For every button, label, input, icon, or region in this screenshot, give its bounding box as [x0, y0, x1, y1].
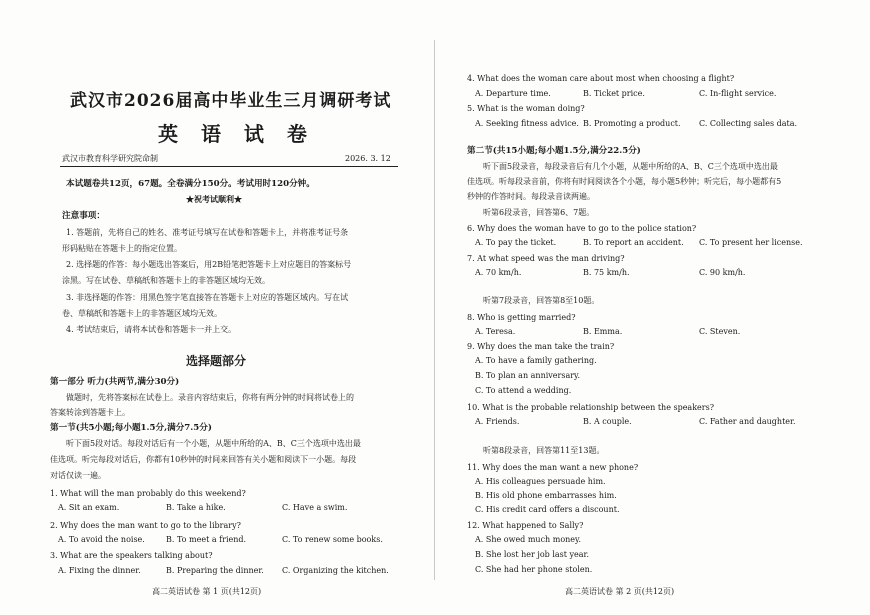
exam-date: 2026. 3. 12: [345, 154, 391, 163]
option-5c: C. Collecting sales data.: [699, 119, 798, 128]
question-11: 11. Why does the man want a new phone?: [467, 463, 639, 472]
option-4a: A. Departure time.: [475, 89, 551, 98]
option-4c: C. In-flight service.: [699, 89, 777, 98]
page-2: [435, 0, 870, 615]
option-12b: B. She lost her job last year.: [475, 550, 590, 559]
option-10a: A. Friends.: [475, 417, 520, 426]
part-one-intro: 答案转涂到答题卡上。: [50, 408, 130, 417]
option-10c: C. Father and daughter.: [699, 417, 796, 426]
option-12c: C. She had her phone stolen.: [475, 565, 593, 574]
section-one-intro: 对话仅读一遍。: [50, 471, 106, 480]
option-8a: A. Teresa.: [475, 327, 516, 336]
option-5b: B. Promoting a product.: [583, 119, 681, 128]
note-line: 形码粘贴在答题卡上的指定位置。: [62, 244, 182, 253]
option-6c: C. To present her license.: [699, 238, 803, 247]
note-line: 涂黑。写在试卷、草稿纸和答题卡上的非答题区域均无效。: [62, 276, 270, 285]
section-one-intro: 听下面5段对话。每段对话后有一个小题，从题中所给的A、B、C三个选项中选出最: [66, 439, 361, 448]
exam-subtitle: 英 语 试 卷: [158, 122, 315, 146]
question-5: 5. What is the woman doing?: [467, 104, 585, 113]
listen-instruction-7: 听第7段录音，回答第8至10题。: [483, 296, 600, 305]
publisher: 武汉市教育科学研究院命制: [62, 154, 158, 163]
header-rule: [60, 166, 398, 167]
question-3: 3. What are the speakers talking about?: [50, 551, 213, 560]
section-one-intro: 佳选项。听完每段对话后，你都有10秒钟的时间来回答有关小题和阅读下一小题。每段: [50, 455, 357, 464]
page-footer: 高二英语试卷 第 2 页(共12页): [565, 587, 675, 596]
option-11b: B. His old phone embarrasses him.: [475, 491, 617, 500]
note-line: 2. 选择题的作答：每小题选出答案后，用2B铅笔把答题卡上对应题目的答案标号: [66, 260, 352, 269]
part-one-intro: 做题时，先将答案标在试卷上。录音内容结束后，你将有两分钟的时间将试卷上的: [66, 393, 354, 402]
question-12: 12. What happened to Sally?: [467, 521, 584, 530]
option-7a: A. 70 km/h.: [475, 268, 522, 277]
option-12a: A. She owed much money.: [475, 535, 582, 544]
option-7c: C. 90 km/h.: [699, 268, 746, 277]
section-heading: 选择题部分: [186, 354, 247, 368]
option-11c: C. His credit card offers a discount.: [475, 505, 620, 514]
option-9b: B. To plan an anniversary.: [475, 371, 581, 380]
option-4b: B. Ticket price.: [583, 89, 645, 98]
listen-instruction-6: 听第6段录音，回答第6、7题。: [483, 208, 595, 217]
question-10: 10. What is the probable relationship between the speakers?: [467, 403, 714, 412]
option-2a: A. To avoid the noise.: [58, 535, 145, 544]
option-10b: B. A couple.: [583, 417, 632, 426]
question-1: 1. What will the man probably do this weekend?: [50, 489, 246, 498]
option-2c: C. To renew some books.: [282, 535, 383, 544]
option-6b: B. To report an accident.: [583, 238, 684, 247]
note-line: 1. 答题前，先将自己的姓名、准考证号填写在试卷和答题卡上，并将准考证号条: [66, 228, 349, 237]
question-8: 8. Who is getting married?: [467, 313, 576, 322]
section-one-heading: 第一节(共5小题;每小题1.5分,满分7.5分): [50, 423, 212, 433]
option-3b: B. Preparing the dinner.: [166, 566, 264, 575]
question-7: 7. At what speed was the man driving?: [467, 254, 625, 263]
section-two-intro: 听下面5段录音，每段录音后有几个小题，从题中所给的A、B、C三个选项中选出最: [483, 162, 778, 171]
question-6: 6. Why does the woman have to go to the police station?: [467, 224, 697, 233]
option-6a: A. To pay the ticket.: [475, 238, 557, 247]
option-3a: A. Fixing the dinner.: [58, 566, 141, 575]
note-line: 卷、草稿纸和答题卡上的非答题区域均无效。: [62, 309, 222, 318]
option-1b: B. Take a hike.: [166, 503, 226, 512]
option-9c: C. To attend a wedding.: [475, 386, 572, 395]
option-3c: C. Organizing the kitchen.: [282, 566, 389, 575]
option-1c: C. Have a swim.: [282, 503, 348, 512]
option-9a: A. To have a family gathering.: [475, 356, 597, 365]
note-line: 3. 非选择题的作答：用黑色签字笔直接答在答题卡上对应的答题区域内。写在试: [66, 293, 349, 302]
page-footer: 高二英语试卷 第 1 页(共12页): [152, 587, 262, 596]
note-line: 4. 考试结束后，请将本试卷和答题卡一并上交。: [66, 325, 237, 334]
option-8b: B. Emma.: [583, 327, 623, 336]
option-8c: C. Steven.: [699, 327, 741, 336]
exam-title: 武汉市2026届高中毕业生三月调研考试: [70, 91, 392, 111]
option-11a: A. His colleagues persuade him.: [475, 477, 606, 486]
option-7b: B. 75 km/h.: [583, 268, 630, 277]
good-luck: ★祝考试顺利★: [186, 194, 242, 204]
section-two-intro: 佳选项。听每段录音前，你将有时间阅读各个小题，每小题5秒钟；听完后，每小题都有5: [467, 177, 782, 186]
question-4: 4. What does the woman care about most when choosing a flight?: [467, 74, 735, 83]
option-2b: B. To meet a friend.: [166, 535, 247, 544]
option-1a: A. Sit an exam.: [58, 503, 120, 512]
question-2: 2. Why does the man want to go to the library?: [50, 521, 241, 530]
exam-info: 本试题卷共12页，67题。全卷满分150分。考试用时120分钟。: [66, 179, 315, 189]
option-5a: A. Seeking fitness advice.: [475, 119, 579, 128]
section-two-heading: 第二节(共15小题;每小题1.5分,满分22.5分): [467, 146, 641, 156]
section-two-intro: 秒钟的作答时间。每段录音读两遍。: [467, 192, 595, 201]
question-9: 9. Why does the man take the train?: [467, 342, 615, 351]
notes-heading: 注意事项：: [62, 211, 105, 221]
listen-instruction-8: 听第8段录音，回答第11至13题。: [483, 446, 605, 455]
part-one-heading: 第一部分 听力(共两节,满分30分): [50, 377, 180, 387]
